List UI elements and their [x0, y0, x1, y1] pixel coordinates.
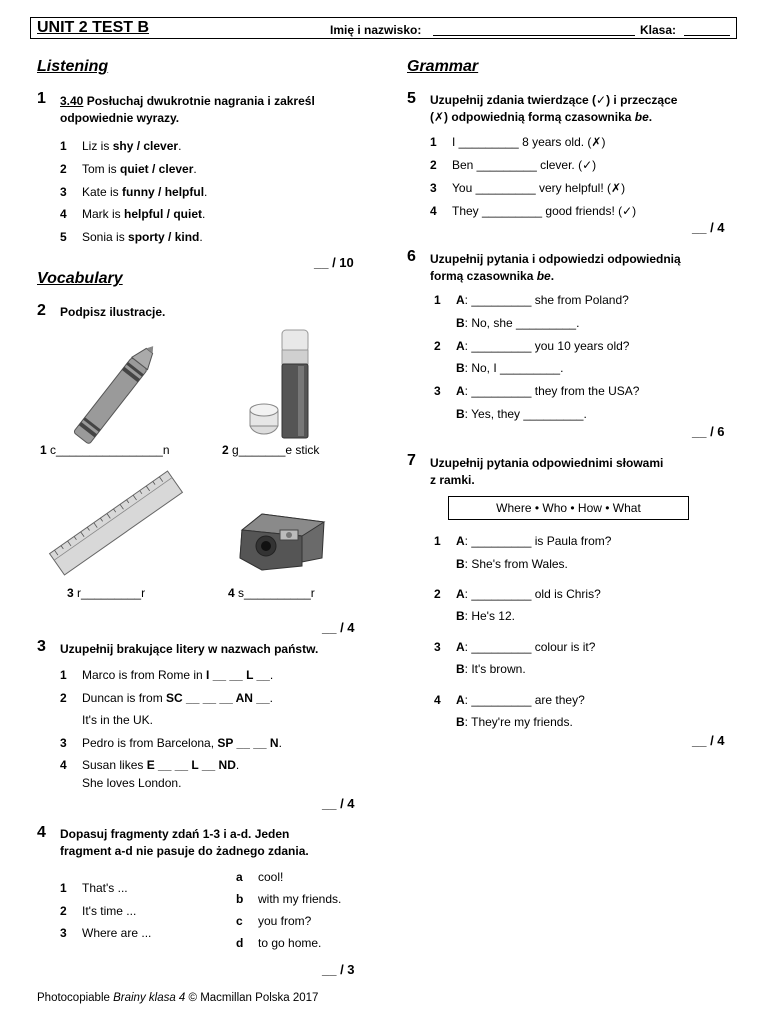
- q3-instruction: Uzupełnij brakujące litery w nazwach państw.: [60, 642, 319, 656]
- q3-item: 3 Pedro is from Barcelona, SP __ __ N.: [60, 736, 282, 750]
- q3-item: 1 Marco is from Rome in I __ __ L __.: [60, 668, 274, 682]
- section-listening: Listening: [37, 58, 109, 75]
- q7-line-b: B: It's brown.: [456, 662, 526, 676]
- q6-number: 6: [407, 248, 416, 265]
- q4-left-item[interactable]: 1 That's ...: [60, 881, 128, 895]
- q4-left-item[interactable]: 2 It's time ...: [60, 904, 137, 918]
- footer-copyright: Photocopiable Brainy klasa 4 © Macmillan Polska 2017: [37, 992, 319, 1004]
- q6-instruction: Uzupełnij pytania i odpowiedzi odpowiednią formą czasownika be.: [430, 252, 681, 283]
- q3-score: __ / 4: [322, 796, 355, 811]
- q3-item: She loves London.: [82, 776, 182, 790]
- ruler-illustration: [44, 462, 189, 584]
- q5-items: [430, 135, 636, 227]
- q4-right-item[interactable]: a cool!: [236, 870, 284, 884]
- q7-instruction: Uzupełnij pytania odpowiednimi słowami z ramki.: [430, 456, 664, 487]
- q1-audio-track[interactable]: 3.40: [60, 94, 84, 108]
- q6-line-a[interactable]: 1 A: _________ she from Poland?: [434, 293, 629, 307]
- q2-label-1[interactable]: 1 c________________n: [40, 443, 170, 457]
- name-field[interactable]: [433, 35, 635, 36]
- q1-option[interactable]: helpful / quiet: [124, 207, 202, 221]
- q3-answer[interactable]: SP __ __ N: [217, 736, 279, 750]
- q6-items: [434, 293, 639, 429]
- q2-label-4[interactable]: 4 s__________r: [228, 586, 315, 600]
- q6-line-b[interactable]: B: No, she _________.: [456, 316, 580, 330]
- q6-score: __ / 6: [692, 424, 725, 439]
- q1-item: 2 Tom is quiet / clever.: [60, 162, 197, 176]
- section-vocabulary: Vocabulary: [37, 270, 123, 287]
- q3-items: [60, 668, 282, 794]
- q5-score: __ / 4: [692, 220, 725, 235]
- name-label: Imię i nazwisko:: [330, 23, 422, 37]
- q7-items: [434, 534, 611, 737]
- q5-item[interactable]: 2 Ben _________ clever. (✓): [430, 158, 597, 172]
- q1-item: 4 Mark is helpful / quiet.: [60, 207, 206, 221]
- q1-instruction: [60, 93, 315, 127]
- q4-right-item[interactable]: c you from?: [236, 914, 312, 928]
- q5-item[interactable]: 3 You _________ very helpful! (✗): [430, 181, 626, 195]
- q4-right-item[interactable]: d to go home.: [236, 936, 322, 950]
- q4-instruction: Dopasuj fragmenty zdań 1-3 i a-d. Jeden fragment a-d nie pasuje do żadnego zdania.: [60, 827, 309, 858]
- q1-item: 5 Sonia is sporty / kind.: [60, 230, 203, 244]
- q7-line-b: B: She's from Wales.: [456, 557, 568, 571]
- q2-score: __ / 4: [322, 620, 355, 635]
- q1-item: 3 Kate is funny / helpful.: [60, 185, 208, 199]
- crayon-illustration: [50, 340, 180, 450]
- q3-answer[interactable]: I __ __ L __: [206, 668, 270, 682]
- sharpener-illustration: [232, 500, 332, 580]
- q5-instruction: Uzupełnij zdania twierdzące (✓) i przeczące (✗) odpowiednią formą czasownika be.: [430, 93, 678, 124]
- class-field[interactable]: [684, 35, 730, 36]
- section-grammar: Grammar: [407, 58, 479, 75]
- q3-number: 3: [37, 638, 46, 655]
- q3-answer[interactable]: E __ __ L __ ND: [146, 758, 236, 772]
- q4-left-items: [60, 881, 151, 948]
- q2-number: 2: [37, 302, 46, 319]
- q3-answer[interactable]: SC __ __ __ AN __: [166, 691, 270, 705]
- q6-line-b[interactable]: B: No, I _________.: [456, 361, 564, 375]
- page-title: UNIT 2 TEST B: [37, 19, 150, 36]
- q1-option[interactable]: sporty / kind: [128, 230, 200, 244]
- q4-right-items: [236, 870, 341, 958]
- q7-line-a[interactable]: 1 A: _________ is Paula from?: [434, 534, 612, 548]
- q2-label-2[interactable]: 2 g_______e stick: [222, 443, 320, 457]
- q7-number: 7: [407, 452, 416, 469]
- q7-line-b: B: They're my friends.: [456, 715, 573, 729]
- q4-right-item[interactable]: b with my friends.: [236, 892, 342, 906]
- q6-line-b[interactable]: B: Yes, they _________.: [456, 407, 587, 421]
- q2-label-3[interactable]: 3 r_________r: [67, 586, 146, 600]
- q5-item[interactable]: 1 I _________ 8 years old. (✗): [430, 135, 606, 149]
- q6-line-a[interactable]: 3 A: _________ they from the USA?: [434, 384, 640, 398]
- q3-item: 4 Susan likes E __ __ L __ ND.: [60, 758, 240, 772]
- q7-line-a[interactable]: 2 A: _________ old is Chris?: [434, 587, 601, 601]
- q1-number: 1: [37, 90, 46, 107]
- q1-items: [60, 139, 207, 253]
- q1-score: __ / 10: [314, 255, 354, 270]
- q1-option[interactable]: quiet / clever: [120, 162, 194, 176]
- q1-text: Posłuchaj dwukrotnie nagrania i zakreśl: [86, 94, 315, 108]
- q4-score: __ / 3: [322, 962, 355, 977]
- q2-instruction: Podpisz ilustracje.: [60, 305, 166, 319]
- q1-option[interactable]: funny / helpful: [122, 185, 205, 199]
- q4-left-item[interactable]: 3 Where are ...: [60, 926, 152, 940]
- q1-item: 1 Liz is shy / clever.: [60, 139, 182, 153]
- q6-line-a[interactable]: 2 A: _________ you 10 years old?: [434, 339, 630, 353]
- word-box: Where • Who • How • What: [448, 496, 689, 520]
- q5-item[interactable]: 4 They _________ good friends! (✓): [430, 204, 637, 218]
- q3-item: 2 Duncan is from SC __ __ __ AN __.: [60, 691, 273, 705]
- q4-number: 4: [37, 824, 46, 841]
- q7-score: __ / 4: [692, 733, 725, 748]
- q1-text2: odpowiednie wyrazy.: [60, 111, 180, 125]
- q7-line-a[interactable]: 4 A: _________ are they?: [434, 693, 585, 707]
- q7-line-a[interactable]: 3 A: _________ colour is it?: [434, 640, 596, 654]
- q7-line-b: B: He's 12.: [456, 609, 515, 623]
- class-label: Klasa:: [640, 23, 677, 37]
- q1-option[interactable]: shy / clever: [112, 139, 179, 153]
- q5-number: 5: [407, 90, 416, 107]
- q3-item: It's in the UK.: [82, 713, 153, 727]
- glue-stick-illustration: [242, 326, 322, 442]
